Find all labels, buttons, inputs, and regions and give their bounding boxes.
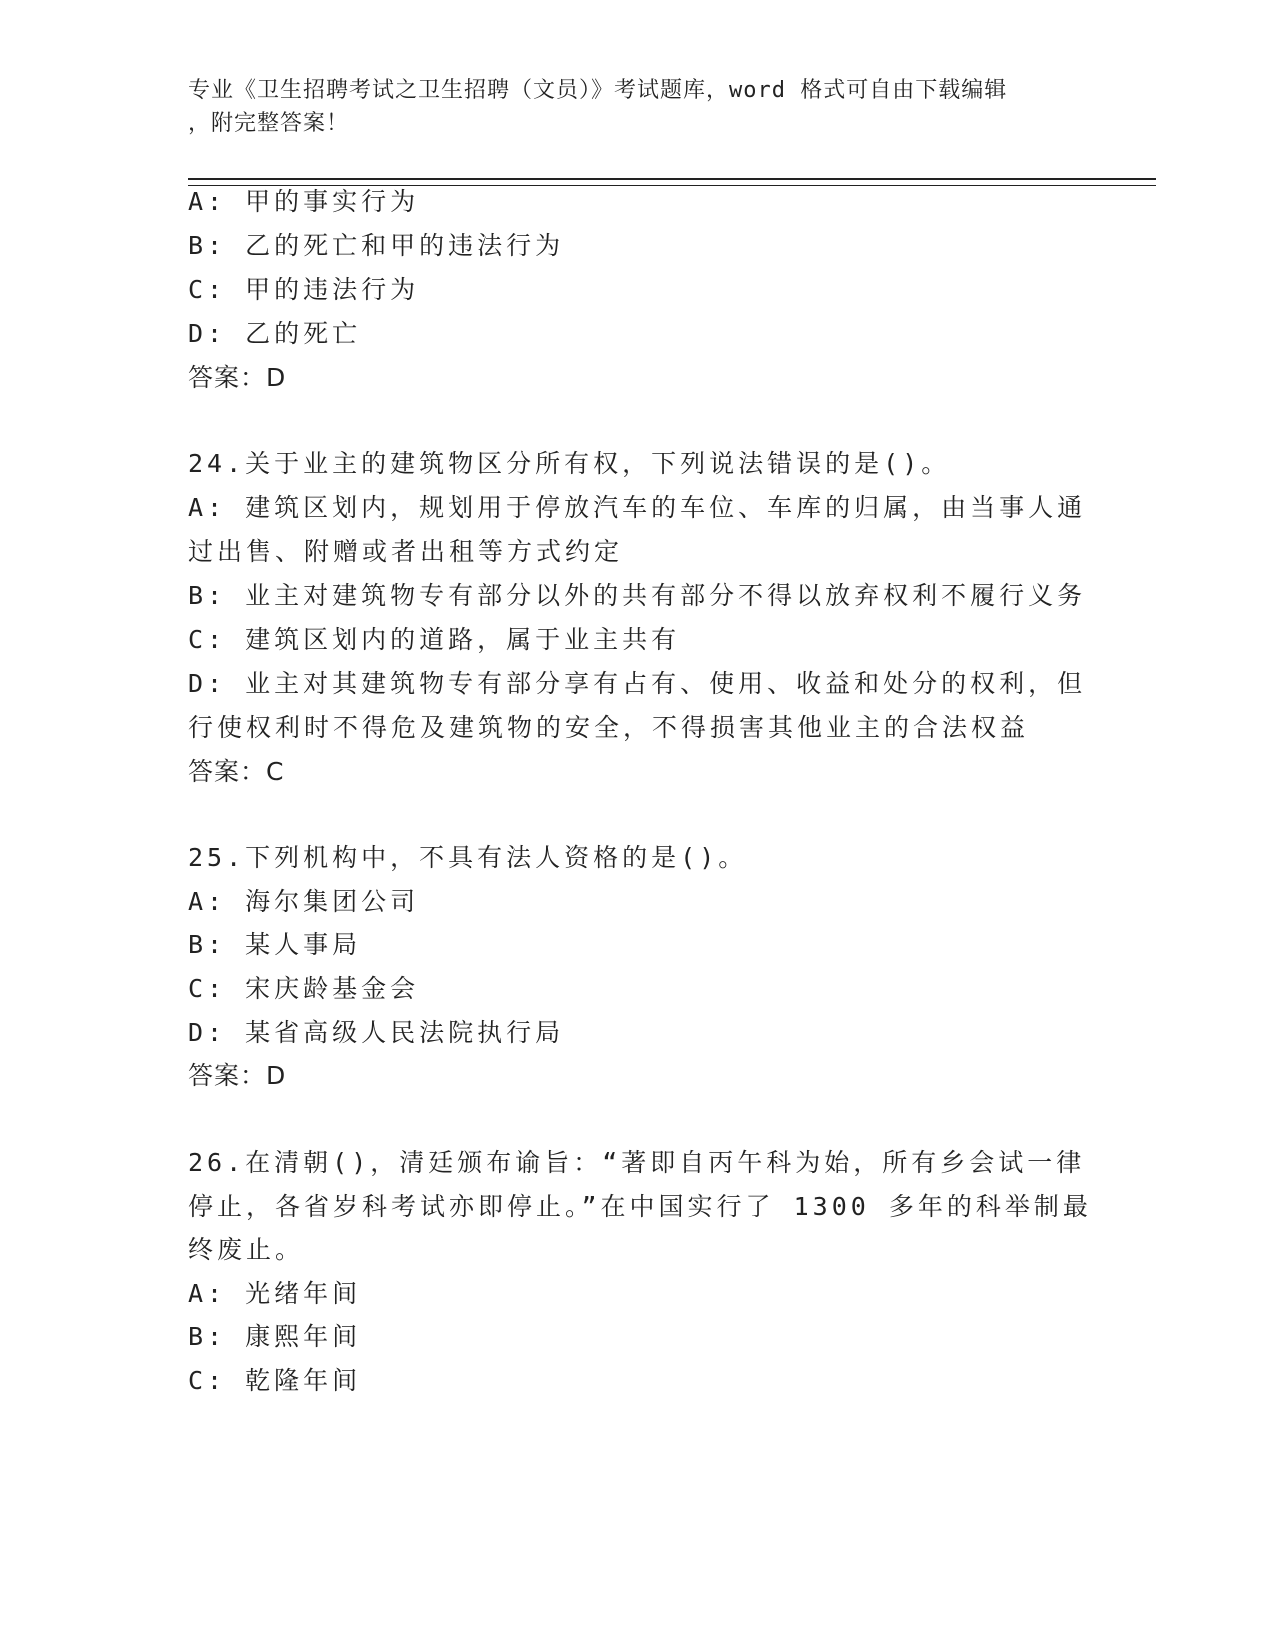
q24-answer: 答案：C [188, 757, 285, 786]
q23-option-d: D: 乙的死亡 [188, 319, 362, 348]
q26-option-a: A: 光绪年间 [188, 1279, 362, 1308]
q23-option-b: B: 乙的死亡和甲的违法行为 [188, 231, 565, 260]
q26-option-b: B: 康熙年间 [188, 1322, 362, 1351]
q25-answer: 答案：D [188, 1061, 287, 1090]
q26-stem-line-1: 26.在清朝()，清廷颁布谕旨：“著即自丙午科为始，所有乡会试一律 [188, 1148, 1086, 1177]
q24-stem: 24.关于业主的建筑物区分所有权，下列说法错误的是()。 [188, 449, 951, 478]
q23-answer: 答案：D [188, 363, 287, 392]
q25-option-d: D: 某省高级人民法院执行局 [188, 1018, 565, 1047]
q25-stem: 25.下列机构中，不具有法人资格的是()。 [188, 843, 748, 872]
q26-stem-line-2: 停止，各省岁科考试亦即停止。”在中国实行了 1300 多年的科举制最 [188, 1192, 1092, 1221]
q24-option-a-line-1: A: 建筑区划内，规划用于停放汽车的车位、车库的归属，由当事人通 [188, 493, 1087, 522]
q26-option-c: C: 乾隆年间 [188, 1366, 362, 1395]
q24-option-b: B: 业主对建筑物专有部分以外的共有部分不得以放弃权利不履行义务 [188, 581, 1087, 610]
header-line-1: 专业《卫生招聘考试之卫生招聘（文员）》考试题库，word 格式可自由下载编辑 [188, 78, 1008, 103]
q24-option-c: C: 建筑区划内的道路，属于业主共有 [188, 625, 681, 654]
q24-option-d-line-1: D: 业主对其建筑物专有部分享有占有、使用、收益和处分的权利，但 [188, 669, 1087, 698]
q26-stem-line-3: 终废止。 [188, 1235, 305, 1264]
q23-option-a: A: 甲的事实行为 [188, 187, 420, 216]
document-header [188, 74, 1088, 140]
q25-option-b: B: 某人事局 [188, 930, 362, 959]
header-line-2: ，附完整答案！ [188, 111, 350, 136]
q25-option-a: A: 海尔集团公司 [188, 887, 420, 916]
q24-option-a-line-2: 过出售、附赠或者出租等方式约定 [188, 537, 624, 566]
q25-option-c: C: 宋庆龄基金会 [188, 974, 420, 1003]
q24-option-d-line-2: 行使权利时不得危及建筑物的安全，不得损害其他业主的合法权益 [188, 713, 1030, 742]
q23-option-c: C: 甲的违法行为 [188, 275, 420, 304]
